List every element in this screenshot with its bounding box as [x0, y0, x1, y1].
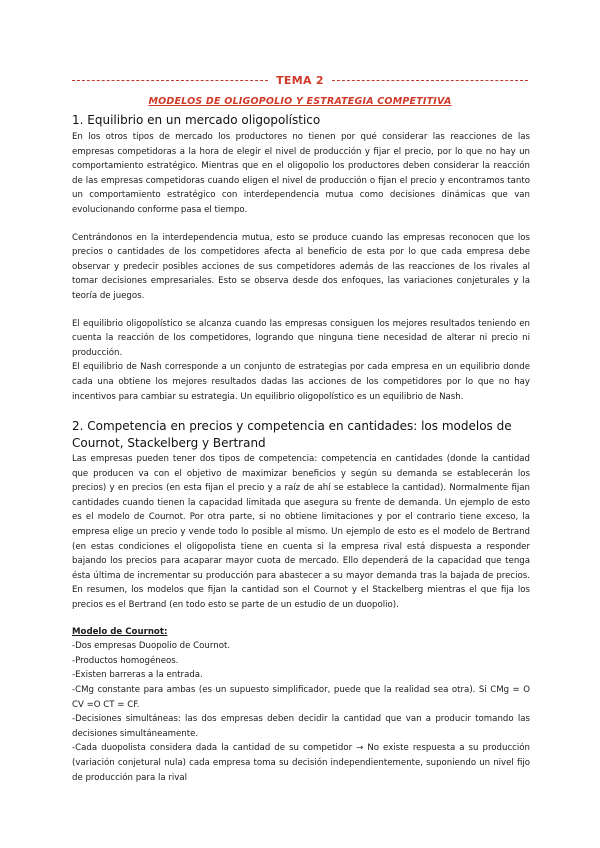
chapter-subtitle: MODELOS DE OLIGOPOLIO Y ESTRATEGIA COMPETITIVA	[148, 96, 452, 107]
chapter-header	[72, 74, 528, 87]
section-2-paragraph-1: Las empresas pueden tener dos tipos de competencia: competencia en cantidades (donde la cantidad que producen va con el objetivo de maximizar beneficios y según su demanda se establecerán los precios) y en precios (en esta fijan el precio y a raíz de ahí se establece la cantidad). Normalmente fijan cantidades cuando tienen la capacidad limitada que asegura su frente de demanda. Un ejemplo de esto es el modelo de Cournot. Por otra parte, si no obtiene limitaciones y por el contrario tiene exceso, la empresa elige un precio y vende todo lo posible al mismo. Un ejemplo de esto es el modelo de Bertrand (en estas condiciones el oligopolista tiene en cuenta si la empresa rival está dispuesta a responder bajando los precios para acaparar mayor cuota de mercado. Ello dependerá de la capacidad que tenga ésta última de incrementar su producción para abastecer a su mayor demanda tras la bajada de precios. En resumen, los modelos que fijan la cantidad son el Cournot y el Stackelberg mientras el que fija los precios es el Bertrand (en todo esto se parte de un estudio de un duopolio).	[72, 454, 530, 611]
list-item: -Existen barreras a la entrada.	[72, 670, 203, 681]
header-rule-right	[332, 80, 528, 81]
section-2-heading: 2. Competencia en precios y competencia en cantidades: los modelos de Cournot, Stackelberg y Bertrand	[72, 419, 512, 451]
list-item: -CMg constante para ambas (es un supuesto simplificador, puede que la realidad sea otra). Si CMg = O CV =O CT = CF.	[72, 685, 530, 710]
cournot-assumptions-list	[72, 639, 530, 785]
list-item: -Decisiones simultáneas: las dos empresas deben decidir la cantidad que van a producir tomando las decisiones simultáneamente.	[72, 714, 530, 739]
list-item: -Dos empresas Duopolio de Cournot.	[72, 641, 231, 652]
section-1-paragraph-1: En los otros tipos de mercado los productores no tienen por qué considerar las reacciones de las empresas competidoras a la hora de elegir el nivel de producción y fijar el precio, por lo que no hay un comportamiento estratégico. Mientras que en el oligopolio los productores deben considerar la reacción de las empresas competidoras cuando eligen el nivel de producción o fijan el precio y encontramos tanto un comportamiento estratégico con interdependencia mutua como decisiones dinámicas que van evolucionando conforme pasa el tiempo.	[72, 132, 530, 215]
section-1-paragraph-2: Centrándonos en la interdependencia mutua, esto se produce cuando las empresas reconocen que los precios o cantidades de los competidores afecta al beneficio de esta por lo que cada empresa debe observar y predecir posibles acciones de sus competidores además de las reacciones de los rivales al tomar decisiones empresariales. Esto se observa desde dos enfoques, las variaciones conjeturales y la teoría de juegos.	[72, 232, 530, 301]
document-body	[72, 112, 530, 785]
list-item: -Cada duopolista considera dada la cantidad de su competidor → No existe respuesta a su producción (variación conjetural nula) cada empresa toma su decisión independientemente, suponiendo un nivel fijo de producción para la rival	[72, 743, 530, 783]
section-1-paragraph-4: El equilibrio de Nash corresponde a un conjunto de estrategias por cada empresa en un equilibrio donde cada una obtiene los mejores resultados dadas las acciones de los competidores por lo que no hay incentivos para cambiar su estrategia. Un equilibrio oligopolístico es un equilibrio de Nash.	[72, 362, 530, 402]
list-item: -Productos homogéneos.	[72, 655, 179, 666]
section-1-heading: 1. Equilibrio en un mercado oligopolístico	[72, 113, 321, 127]
chapter-title: TEMA 2	[276, 74, 324, 87]
section-1-paragraph-3: El equilibrio oligopolístico se alcanza cuando las empresas consiguen los mejores resultados teniendo en cuenta la reacción de los competidores, logrando que ninguna tiene necesidad de alterar ni precio ni producción.	[72, 318, 530, 358]
header-rule-left	[72, 80, 268, 81]
cournot-model-title: Modelo de Cournot:	[72, 626, 168, 637]
